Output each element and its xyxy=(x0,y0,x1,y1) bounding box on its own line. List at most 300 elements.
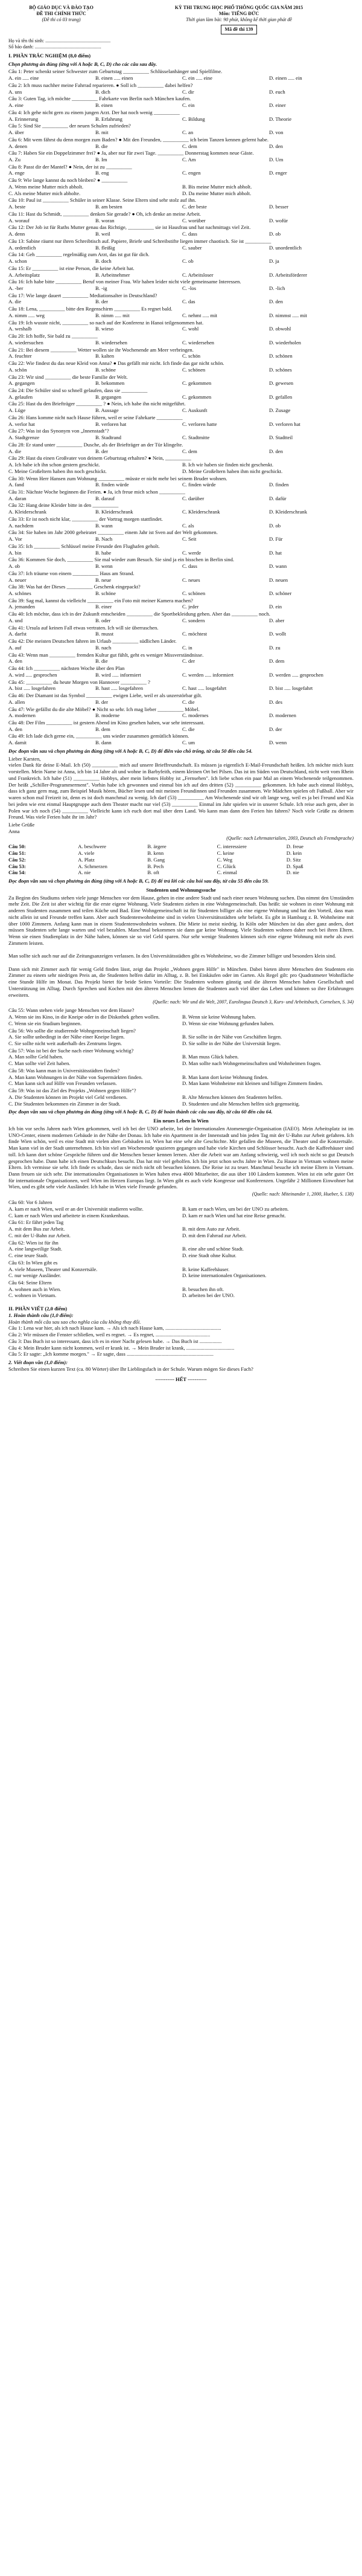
answer-option: A. feuchter xyxy=(8,353,32,359)
subject: Môn: TIẾNG ĐỨC xyxy=(218,11,259,16)
answer-option: D. aber xyxy=(269,617,285,623)
question-text: Câu 18: Lena, __________ bitte den Regenschirm __________ Es regnet bald. xyxy=(8,306,173,312)
passage2-source: (Quelle: nach: Wir und die Welt, 2007, Eurolingua Deutsch 3, Kurs- und Arbeitsbuch, Cornelsen, S. 34) xyxy=(153,999,354,1005)
answer-option: D. werden ..... gesprochen xyxy=(269,671,323,678)
sentence-item: Câu 5: Er sagte: „Ich komme morgen." → Er sagte, dass ................................................................... xyxy=(8,1351,214,1357)
answer-option: C. Weg xyxy=(217,856,233,863)
answer-option: C. dass xyxy=(182,231,197,237)
answer-option: D. kein xyxy=(286,850,302,857)
answer-option: C. dass xyxy=(182,563,197,570)
answer-option: C. worüber xyxy=(182,217,206,224)
answer-option: D. neuen xyxy=(269,576,288,583)
question-text: Câu 55: Wann stehen viele junge Menschen vor dem Hause? xyxy=(8,1007,135,1014)
answer-option: B. neue xyxy=(95,576,112,583)
answer-option: C. dir xyxy=(182,88,194,95)
answer-option: B. Wenn sie keine Wohnung haben. xyxy=(182,1014,256,1020)
question-text: Câu 19: Ich wusste nicht, __________ so nach auf der Konferenz in Hanoi teilgenommen hat. xyxy=(8,319,204,326)
question-text: Câu 26: Hans komme nicht nach Hause führen, weil er seine Fahrkarte __________ xyxy=(8,414,183,420)
letter-closing: Liebe Grüße xyxy=(8,821,35,828)
answer-option: C. um xyxy=(182,739,195,746)
answer-option: B. Gang xyxy=(147,856,165,863)
answer-option: A. fand xyxy=(8,481,24,488)
part2-sub1: 1. Hoàn thành câu (1,0 điểm): xyxy=(8,1312,74,1318)
answer-option: D. wofür xyxy=(269,217,288,224)
answer-option: A. und xyxy=(8,617,23,623)
question-text: Câu 37: Ich träume von einem __________ Haus am Strand. xyxy=(8,570,135,576)
question-text: Câu 22: Wie findest du das neue Kleid von Anna? ● Das gefällt mir nicht. Ich finde das gar nicht schön. xyxy=(8,360,224,367)
answer-option: D. freue xyxy=(286,843,303,850)
answer-option: D. ob xyxy=(269,522,281,529)
time-limit: Thời gian làm bài: 90 phút, không kể thời gian phát đề xyxy=(186,17,292,22)
part2-title: II. PHẦN VIẾT (2,0 điểm) xyxy=(8,1306,68,1312)
answer-option: C. Wenn sie ein Studium beginnen. xyxy=(8,1020,82,1026)
answer-option: B. oder xyxy=(95,617,111,623)
answer-option: B. Man kann dort keine Wohnung finden. xyxy=(182,1074,268,1080)
answer-options xyxy=(8,604,354,610)
answer-options xyxy=(8,1226,354,1238)
answer-option: B. dann xyxy=(95,739,112,746)
reading2-questions xyxy=(8,1199,354,1299)
answer-option: B. gegangen xyxy=(95,393,121,400)
question-text: Câu 13: Sabine räumt nur ihren Schreibtisch auf. Papiere, Briefe und Schreibstifte liegen immer chaotisch. Sie ist __________ xyxy=(8,237,272,244)
answer-option: A. schönes xyxy=(8,590,31,597)
answer-option: D. bist ..... losgefahrt xyxy=(269,685,313,692)
question-text: Câu 10: Paul ist __________ Schüler in seiner Klasse. Seine Eltern sind sehr stolz auf ihn. xyxy=(8,197,196,204)
question-text: Câu 42: Die meisten Deutschen fahren im Urlaub __________ südlichen Länder. xyxy=(8,638,177,645)
sentence-item: Câu 4: Mein Bruder kann nicht kommen, weil er krank ist. → Mein Bruder ist krank, ..................................... xyxy=(8,1344,235,1351)
answer-option: B. Aussage xyxy=(95,407,119,414)
answer-options xyxy=(8,536,354,543)
answer-option: A. bin xyxy=(8,549,22,556)
answer-options xyxy=(8,102,354,109)
question-text: Câu 60: Vor 6 Jahren xyxy=(8,1199,52,1206)
answer-option: B. wird ..... informiert xyxy=(95,671,141,678)
question-text: Câu 39: Sag mal, kannst du vielleicht __________ ein Foto mit meiner Kamera machen? xyxy=(8,597,193,604)
passage3-title: Ein neues Leben in Wien xyxy=(153,1118,209,1124)
answer-option: A. weshalb xyxy=(8,326,32,332)
answer-options xyxy=(8,143,354,150)
answer-option: B. einer xyxy=(95,604,112,610)
answer-option: A. Zu xyxy=(8,156,21,163)
answer-option: C. wiedersehen xyxy=(182,339,214,346)
answer-option: D. Spaß xyxy=(286,863,303,869)
answer-option: B. eng xyxy=(95,170,109,176)
answer-option: D. obwohl xyxy=(269,326,291,332)
answer-option: C. nur wenige Ausländer. xyxy=(8,1272,62,1279)
reading1-questions xyxy=(8,1007,354,1107)
sentence-item: Câu 1: Lena war hier, als ich nach Hause kam. → Als ich nach Hause kam, ........................................... xyxy=(8,1325,221,1331)
answer-option: A. wird ..... gesprochen xyxy=(8,671,57,678)
answer-option: C. darüber xyxy=(182,495,205,501)
header-left xyxy=(8,5,114,34)
answer-option: A. gegangen xyxy=(8,380,35,387)
answer-option: D. Sie sollte in der Nähe der Universität liegen. xyxy=(182,1040,281,1047)
answer-option: B. Bis meine Mutter mich abholt. xyxy=(182,183,252,190)
answer-option: C. werde xyxy=(182,549,202,556)
answer-options xyxy=(8,380,354,387)
answer-option: C. jeder xyxy=(182,604,199,610)
answer-options xyxy=(8,116,354,123)
answer-option: C. finden würde xyxy=(182,481,216,488)
answer-options xyxy=(8,394,354,401)
answer-option: B. -ig xyxy=(95,285,107,291)
answer-options xyxy=(8,1034,354,1046)
answer-option: D. arbeiten bei der UNO. xyxy=(182,1292,235,1299)
answer-option: C. kam er nach Wien und arbeitete in einem Krankenhaus. xyxy=(8,1212,130,1219)
answer-option: C. Sie sollte nicht weit außerhalb des Zentrums liegen. xyxy=(8,1040,122,1047)
answer-option: C. hast ..... losgefahrt xyxy=(182,685,227,692)
sentence-item: Câu 3: Das Buch ist so interessant, dass ich es in einer Nacht gelesen habe. → Das Buch ist ................. xyxy=(8,1338,222,1344)
answer-option: C. in xyxy=(182,644,192,651)
answer-options xyxy=(8,462,354,474)
answer-option: A. verlor hat xyxy=(8,420,35,427)
question-text: Câu 56: Wo sollte die studierende Wohngemeinschaft liegen? xyxy=(8,1027,136,1034)
answer-option: A. kam er nach Wien, weil er an der Universität studieren wollte. xyxy=(8,1205,144,1212)
answer-options xyxy=(8,75,354,82)
sentence-list xyxy=(8,1325,354,1357)
question-text: Câu 31: Nächste Woche beginnen die Ferien. ● Ja, ich freue mich schon __________ xyxy=(8,489,185,495)
answer-options xyxy=(8,170,354,176)
answer-options xyxy=(8,726,354,733)
answer-option: A. Lüge xyxy=(8,407,26,414)
fill-question-number: Câu 52: xyxy=(8,856,26,863)
answer-option: C. als xyxy=(182,522,194,529)
question-text: Câu 40: Ich möchte, dass ich in der Zukunft entscheiden __________ die Sportbekleidung gehen. Aber das __________ noch. xyxy=(8,611,270,617)
answer-option: A. Man sollte Geld haben. xyxy=(8,1054,63,1060)
answer-option: C. interessiere xyxy=(217,843,247,850)
answer-option: D. Theorie xyxy=(269,115,292,122)
answer-option: C. schön xyxy=(182,353,201,359)
passage1-instruction: Đọc đoạn văn sau và chọn phương án đúng (ứng với A hoặc B, C, D) để điền vào chỗ trống, từ câu 50 đến câu 54. xyxy=(8,747,253,754)
answer-options xyxy=(8,1206,354,1219)
answer-options xyxy=(8,699,354,706)
answer-option: A. damit xyxy=(8,739,27,746)
question-text: Câu 59: Was ist das Ziel des Projekts „Wohnen gegen Hilfe"? xyxy=(8,1087,136,1094)
answer-option: A. nimm ..... weg xyxy=(8,312,45,318)
answer-option: D. finden xyxy=(269,481,289,488)
question-text: Câu 27: Was ist das Synonym von „Innenstadt"? xyxy=(8,428,109,434)
question-text: Câu 8: Passt dir der Mantel? ● Nein, der ist zu __________ xyxy=(8,163,132,170)
answer-options xyxy=(8,672,354,678)
answer-option: C. neues xyxy=(182,576,200,583)
fill-row xyxy=(8,863,354,870)
answer-option: B. mit xyxy=(95,129,109,136)
answer-options xyxy=(8,353,354,359)
answer-options xyxy=(8,712,354,719)
header-right xyxy=(124,5,354,34)
answer-option: D. gefallen xyxy=(269,393,293,400)
answer-option: C. modernes xyxy=(182,712,209,719)
answer-options xyxy=(8,448,354,455)
answer-option: D. besser xyxy=(269,204,288,210)
passage2-body: Zu Beginn des Studiums stehen viele junge Menschen vor dem Hause, gehen in eine andere Stadt und nach einer neuen Wohnung suchen. Das nimmt den Umständen mehr Zeit. Die Zeit ist aber wichtig für die erste eigene Wohnung. Viele Studenten ziehen in eine Wohngemeinschaft. Das heißt: sie wohnen in einer Wohnung mit anderen Studenten zusammen und teilen Küche und Bad. Eine Wohngemeinschaft ist für Studenten billiger als eine eigene Wohnung und hat den Vorteil, dass man nicht allein ist und Freunde treffen kann. Aber auch Studentenwohnheime sind in vielen Universitätsstädten sehr beliebt. Es gibt in Hamburg z. B. Wohnheime mit über 1000 Zimmern. Anfang kann man in einem Studentenwohnheim wohnen. Die Miete ist meist niedrig. In Köln oder München ist das aber ganz anders, dort müssen Studenten sehr lange warten und viel bezahlen. Manchmal bekommen sie dann gar keine Wohnung. Viele Studenten wohnen daher noch bei ihren Eltern. Wenn sie einen Studienplatz in der Nähe haben, können sie so viel Geld sparen. Nur sehr wenige Studenten können sich eine eigene Wohnung mit mehr als zwei Zimmern leisten. Man sollte sich auch nur auf die Zeitungsanzeigen verlassen. In den Universitätsstädten gibt es Wohnheime, wo die Zimmer billiger und besonders klein sind. Dann sich mit Zimmer auch für wenig Geld finden lässt, zeigt das Projekt „Wohnen gegen Hilfe" in München. Dabei bieten ältere Menschen den Studenten ein Zimmer zu einem sehr niedrigen Preis an, die Studenten helfen dafür im Alltag, z. B. bei Einkäufen oder im Garten. Als Regel gilt: pro Quadratmeter Wohnfläche eine Stunde Hilfe im Monat. Das Projekt bietet für beide Seiten Vorteile: Die Studenten wohnen günstig und die älteren Menschen haben Gesellschaft und Unterstützung im Alltag. Durch Sprechen und Kochen mit den älteren Menschen lernen die Studenten auch viel über das Leben und können so ihre Erfahrungen erweitern. xyxy=(8,894,354,998)
answer-option: A. über xyxy=(8,129,24,136)
answer-option: B. die xyxy=(95,143,108,149)
question-text: Câu 20: Ich hoffe, Sie bald zu __________ xyxy=(8,333,98,340)
answer-option: C. werden ..... informiert xyxy=(182,671,234,678)
answer-option: A. Erinnerung xyxy=(8,115,39,122)
answer-option: B. Nach xyxy=(95,536,113,543)
answer-option: C. Meine Großeltern haben ihn noch geschickt. xyxy=(8,468,107,474)
answer-option: A. wiedersuchen xyxy=(8,339,43,346)
answer-option: D. kam er nach Wien und hat eine Reise gemacht. xyxy=(182,1212,286,1219)
answer-option: B. nimm ..... mit xyxy=(95,312,130,318)
answer-option: C. Bildung xyxy=(182,115,205,122)
answer-option: A. eine langweilige Stadt. xyxy=(8,1246,63,1252)
answer-option: C. Man sollte viel Zeit haben. xyxy=(8,1060,71,1067)
passage2-title: Studenten und Wohnungssuche xyxy=(146,886,216,893)
answer-option: B. weil xyxy=(95,231,110,237)
answer-option: A. Man kann Wohnungen in der Nähe von Supermärkten finden. xyxy=(8,1074,143,1080)
answer-option: C. Am xyxy=(182,156,196,163)
answer-option: D. den xyxy=(269,298,283,305)
answer-option: A. daran xyxy=(8,495,27,501)
answer-options xyxy=(8,340,354,346)
answer-options xyxy=(8,434,354,441)
answer-options xyxy=(8,129,354,136)
answer-option: B. eine alte und schöne Stadt. xyxy=(182,1246,244,1252)
answer-option: D. der xyxy=(269,726,282,732)
answer-option: A. neuer xyxy=(8,576,27,583)
answer-options xyxy=(8,495,354,502)
page-count: (Đề thi có 03 trang) xyxy=(42,17,81,22)
answer-option: D. eine Stadt ohne Kultur. xyxy=(182,1252,237,1259)
question-text: Câu 24: Die Schüler sind so schnell gelaufen, dass sie __________ xyxy=(8,387,148,393)
question-text: Câu 64: Seine Eltern xyxy=(8,1279,52,1286)
answer-options xyxy=(8,590,354,597)
answer-options xyxy=(8,245,354,251)
answer-options xyxy=(8,231,354,237)
answer-option: B. dich xyxy=(95,88,110,95)
answer-option: D. modernen xyxy=(269,712,296,719)
answer-options xyxy=(8,1054,354,1066)
answer-option: C. gekommen xyxy=(182,393,212,400)
answer-option: B. schöne xyxy=(95,590,116,597)
answer-option: D. den xyxy=(269,143,283,149)
answer-option: B. kenn xyxy=(147,850,164,857)
answer-option: A. allen xyxy=(8,698,25,705)
answer-option: C. ein xyxy=(182,102,195,109)
answer-option: D. mit dem Fahrrad zur Arbeit. xyxy=(182,1232,247,1238)
answer-option: C. Seit xyxy=(182,536,197,543)
answer-options xyxy=(8,1014,354,1026)
question-text: Câu 47: Wie gefällst du die alte Möbel? ● Nicht so sehr. Ich mag lieber __________ Möbel. xyxy=(8,706,200,712)
answer-option: B. Erfahrung xyxy=(95,115,122,122)
question-text: Câu 23: Wir sind __________ die beste Familie der Welt. xyxy=(8,373,128,380)
answer-option: D. wann xyxy=(269,563,287,570)
answer-option: B. finden würde xyxy=(95,481,129,488)
question-text: Câu 44: Ich __________ nächsten Woche über den Plan xyxy=(8,665,125,672)
question-text: Câu 16: Ich habe bitte __________ Beruf von meiner Frau. Wir haben leider nicht viele gemeinsame Interessen. xyxy=(8,279,241,285)
answer-option: D. Da meine Mutter mich abholt. xyxy=(182,190,252,196)
answer-option: B. die xyxy=(95,658,108,665)
answer-option: A. Arbeitsplatz xyxy=(8,271,40,278)
question-text: Câu 15: Er __________ ist eine Person, die keine Arbeit hat. xyxy=(8,265,135,271)
answer-options xyxy=(8,298,354,305)
answer-option: B. Man muss Glück haben. xyxy=(182,1054,239,1060)
answer-option: D. keine internationalen Organisationen. xyxy=(182,1272,267,1279)
answer-options xyxy=(8,312,354,319)
question-text: Câu 35: Ich __________ Schlüssel meine Freunde den Flughafen geholt. xyxy=(8,543,160,549)
question-text: Câu 4: Ich gehe nicht gern zu einem jungen Arzt. Der hat noch wenig __________ xyxy=(8,109,180,115)
candidate-number: Số báo danh: ....................................................... xyxy=(8,44,101,50)
answer-option: A. Stadtgrenze xyxy=(8,434,40,441)
answer-option: B. keine Kaffeehäuser. xyxy=(182,1266,230,1272)
answer-option: B. nach xyxy=(95,644,112,651)
answer-option: D. schönen xyxy=(269,353,293,359)
part1-instruction: Chọn phương án đúng (ứng với A hoặc B, C, D) cho các câu sau đây. xyxy=(8,60,157,67)
answer-options xyxy=(8,204,354,210)
answer-option: A. nachdem xyxy=(8,522,34,529)
question-text: Câu 32: Hang deine Kleider bitte in den __________ xyxy=(8,502,119,509)
answer-option: D. enger xyxy=(269,170,287,176)
answer-option: D. wiederholen xyxy=(269,339,301,346)
answer-option: A. Sie sollte unbedingt in der Nähe einer Kneipe liegen. xyxy=(8,1034,125,1040)
answer-option: B. doch xyxy=(95,258,112,265)
question-text: Câu 11: Hast du Schmidt, __________ denken Sie gerade? ● Oh, ich denke an meine Arbeit. xyxy=(8,210,201,217)
answer-option: C. Die Studenten bekommen ein Zimmer in der Stadt. xyxy=(8,1100,121,1107)
answer-option: B. oft xyxy=(147,869,159,876)
answer-option: D. unordentlich xyxy=(269,244,302,251)
answer-option: B. schöne xyxy=(95,366,116,373)
answer-option: C. möchtest xyxy=(182,631,208,637)
question-text: Câu 63: In Wien gibt es xyxy=(8,1259,58,1266)
answer-option: D. Für xyxy=(269,536,283,543)
answer-options xyxy=(8,1266,354,1279)
answer-option: A. schön xyxy=(8,366,27,373)
question-text: Câu 28: Er stand unter __________ Dusche, als der Briefträger an der Tür klingelte. xyxy=(8,441,183,448)
answer-option: D. den xyxy=(269,448,283,454)
answer-options xyxy=(8,258,354,265)
answer-option: D. schöner xyxy=(269,590,292,597)
passage2-instruction: Đọc đoạn văn sau và chọn phương án đúng (ứng với A hoặc B, C, D) để trả lời các câu hỏi sau đây, từ câu 55 đến câu 59. xyxy=(8,878,269,884)
question-text: Câu 6: Mit wem fährst du denn morgen zum Baden? ● Mit den Freunden, __________ ich beim Tanzen kennen gelernt habe. xyxy=(8,136,268,143)
answer-options xyxy=(8,481,354,488)
answer-options xyxy=(8,326,354,332)
answer-options xyxy=(8,89,354,95)
question-text: Câu 21: Bei diesem __________ Wetter wollen sie ihr Wochenende am Meer verbringen. xyxy=(8,346,194,353)
question-text: Câu 9: Wie lange kannst du noch bleiben? ● __________ xyxy=(8,177,128,184)
answer-option: B. der xyxy=(95,698,109,705)
answer-option: B. wieso xyxy=(95,326,114,332)
answer-option: B. der xyxy=(95,298,109,305)
answer-options xyxy=(8,421,354,428)
fill-question-number: Câu 53: xyxy=(8,863,26,869)
fill-row xyxy=(8,843,354,850)
answer-option: D. Man sollte nach Wohngemeinschaften und Wohnheimen fragen. xyxy=(182,1060,322,1067)
mcq-list xyxy=(8,68,354,745)
answer-option: B. darauf xyxy=(95,495,115,501)
answer-option: B. einen xyxy=(95,102,113,109)
sentence-item: Câu 2: Wir müssen die Fenster schließen, weil es regnet. → Es regnet, .......................................... xyxy=(8,1331,211,1338)
answer-option: C. nehmt ..... mit xyxy=(182,312,218,318)
answer-option: A. schon xyxy=(8,258,27,265)
answer-option: A. Schmerzen xyxy=(78,863,107,869)
answer-option: C. schönen xyxy=(182,590,206,597)
answer-option: A. viele Museen, Theater und Konzertsäle. xyxy=(8,1266,98,1272)
answer-option: A. Ich habe ich ihn schon gestern geschickt. xyxy=(8,462,100,468)
answer-options xyxy=(8,407,354,414)
answer-option: A. darfst xyxy=(8,631,27,637)
answer-option: D. Sitz xyxy=(286,856,301,863)
answer-option: A. denen xyxy=(8,143,28,149)
question-text: Câu 57: Was ist bei der Suche nach einer Wohnung wichtig? xyxy=(8,1047,134,1054)
answer-option: D. Zusage xyxy=(269,407,291,414)
answer-option: C. Kleiderschrank xyxy=(182,509,220,515)
answer-option: A. -ber xyxy=(8,285,24,291)
passage3-instruction: Đọc đoạn văn sau và chọn phương án đúng (ứng với A hoặc B, C, D) để hoàn thành các câu sau đây, từ câu 60 đến câu 64. xyxy=(8,1109,273,1115)
answer-option: A. Platz xyxy=(78,856,95,863)
answer-options xyxy=(8,550,354,556)
answer-options xyxy=(8,617,354,624)
answer-option: C. -los xyxy=(182,285,196,291)
answer-option: B. woran xyxy=(95,217,115,224)
passage3-body: Ich bin vor sechs Jahren nach Wien gekommen, weil ich bei der UNO arbeite, bei der Internationalen Atomenergie-Organisation (IAEO). Mein Arbeitsplatz ist im UNO-Center, einem modernen Gebäude in der Nähe der Donau. Ich habe ein Apartment in der Innenstadt und bin jeden Tag mit der U-Bahn zur Arbeit gefahren. Ich finde Wien schön, weil es eine Stadt mit vielen alten Gebäuden ist. Wien hat eine sehr alte Geschichte. Mir gefallen die Museen, die Theater und die Konzertsäle. Man kann viel in der Stadt unternehmen. Ich bin viel am Wochenende spazieren gegangen und habe viele Kirchen und Schlösser besucht. Auch die Kaffeehäuser sind toll. Ich kann dort schöne Gespräche führen und die Menschen besser kennen lernen. Aber die Arbeit war am Anfang schwierig, weil ich noch nicht so gut Deutsch gesprochen habe. Dann habe ich einen Deutschkurs besucht. Das hat mir viel geholfen. Ich bin jetzt schon sechs Jahre in Wien. Zu Hause in Vietnam wohnen meine Eltern. Ich vermisse sie sehr. Ich finde es schade, dass sie mich nicht oft besuchen können. Die Reise ist zu teuer. Manchmal besuche ich meine Eltern in Vietnam. Dann freuen sie sich sehr. Die internationalen Organisationen in Wien haben etwa 4000 Mitarbeiter, die aus über 100 Ländern kommen. Wien ist ein sehr guter Ort für internationale Organisationen, weil Wien im Herzen Europas liegt. In Wien gibt es auch viele Kongresse und Konferenzen. Ungefähr 2 Millionen Einwohner hat Wien, und es gibt sehr viele Ausländer. Ich habe in Wien viele Freunde gefunden. xyxy=(8,1125,354,1190)
answer-option: D. nie xyxy=(286,869,299,876)
candidate-name: Họ và tên thí sinh: ...................................................... xyxy=(8,38,111,43)
letter-signature: Anna xyxy=(8,828,20,834)
answer-option: A. die xyxy=(8,448,22,454)
question-text: Câu 29: Hast du einen Großvater von deinem Geburtstag erhalten? ● Nein, __________ xyxy=(8,455,191,462)
answer-option: B. dem xyxy=(95,726,110,732)
question-text: Câu 3: Guten Tag, ich möchte __________ Fahrkarte von Berlin nach München kaufen. xyxy=(8,95,191,102)
answer-option: B. einen ..... einen xyxy=(95,75,133,82)
question-text: Câu 38: Was hat der Dieses __________ Geschenk eingepackt? xyxy=(8,584,141,590)
answer-option: A. auf xyxy=(8,644,22,651)
question-text: Câu 46: Der Diamant ist das Symbol __________ ewigen Liebe, weil er als unzerstörbar gilt. xyxy=(8,692,202,699)
answer-options xyxy=(8,631,354,637)
answer-option: B. Sie sollte in der Nähe von Geschäften liegen. xyxy=(182,1034,282,1040)
answer-option: C. mit der U-Bahn zur Arbeit. xyxy=(8,1232,71,1238)
question-text: Câu 17: Wie lange dauert __________ Mediationsalter in Deutschland? xyxy=(8,292,157,298)
answer-option: C. wohl xyxy=(182,326,199,332)
answer-option: A. Wenn sie ins Kino, in die Kneipe oder in die Diskothek gehen wollen. xyxy=(8,1014,160,1020)
exam-code: Mã đề thi 139 xyxy=(221,25,258,34)
answer-option: D. des xyxy=(269,698,282,705)
fill-question-number: Câu 50: xyxy=(8,843,26,850)
answer-options xyxy=(8,1074,354,1087)
answer-option: A. viele xyxy=(78,850,95,857)
question-text: Câu 25: Hast du den Briefträger __________ ? ● Nein, ich habe ihn nicht mitgeführt. xyxy=(8,401,186,407)
question-text: Câu 62: Wien ist für ihn xyxy=(8,1239,59,1246)
answer-option: A. eine xyxy=(8,102,24,109)
answer-options xyxy=(8,156,354,163)
letter-source: (Quelle: nach Lehrmaterialien, 2003, Deutsch als Fremdsprache) xyxy=(226,836,354,842)
answer-option: A. bist ..... losgefahren xyxy=(8,685,56,692)
exam-title: KỲ THI TRUNG HỌC PHỔ THÔNG QUỐC GIA NĂM 2015 xyxy=(174,5,303,10)
answer-option: C. verloren hatte xyxy=(182,420,217,427)
answer-option: B. wenn xyxy=(95,563,113,570)
answer-options xyxy=(8,367,354,373)
answer-option: D. einen ..... ein xyxy=(269,75,302,82)
answer-options xyxy=(8,645,354,651)
answer-option: D. nimmst ..... mit xyxy=(269,312,307,318)
question-text: Câu 30: Wenn Herr Hansen zum Wohnung __________ müsste er nicht mehr bei seinem Bruder wohnen. xyxy=(8,475,227,481)
answer-option: C. dem xyxy=(182,448,197,454)
answer-option: B. kalten xyxy=(95,353,115,359)
answer-option: A. mit dem Bus zur Arbeit. xyxy=(8,1226,65,1232)
answer-option: D. ein xyxy=(269,604,282,610)
answer-option: B. Im xyxy=(95,156,107,163)
question-text: Câu 45: __________ du heute Morgen von Hannover __________ ? xyxy=(8,678,150,685)
question-text: Câu 1: Peter schenkt seiner Schwester zum Geburtstag __________ Schlüsselanhänger und Spielfilme. xyxy=(8,68,223,75)
answer-option: C. Auskunft xyxy=(182,407,208,414)
question-text: Câu 41: Ursula auf keinen Fall etwas vertraten. Ich will sie überraschen. xyxy=(8,624,159,631)
answer-option: C. Stadtmitte xyxy=(182,434,210,441)
answer-option: A. worauf xyxy=(8,217,30,224)
answer-option: D. ja xyxy=(269,258,279,265)
answer-option: B. bekommen xyxy=(95,380,125,387)
